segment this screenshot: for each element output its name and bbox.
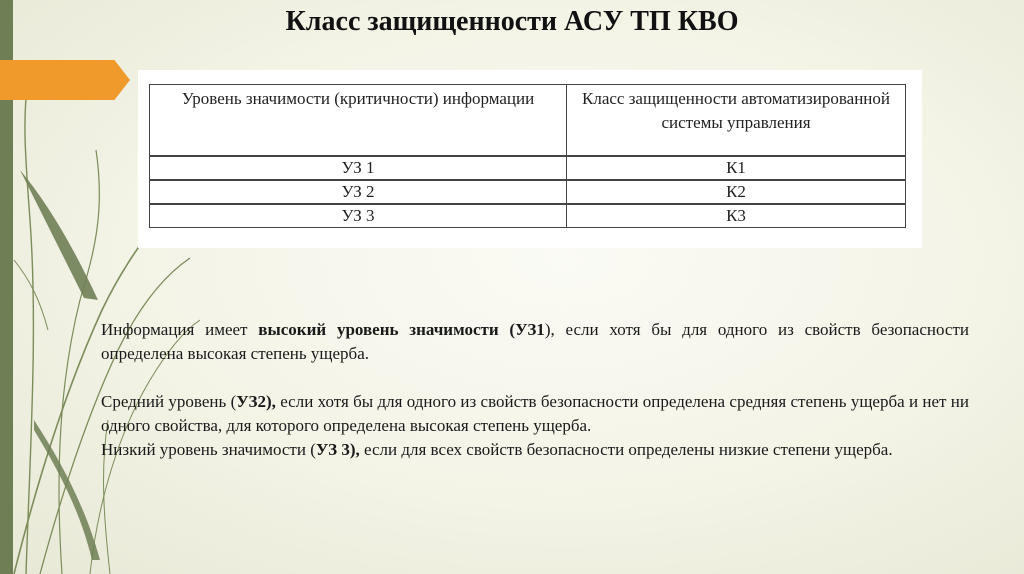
cell-level: УЗ 1 [150,156,567,180]
table-row [150,204,906,228]
text-run: если для всех свойств безопасности определены низкие степени ущерба. [359,440,893,459]
header-protection-class: Класс защищенности автоматизированной системы управления [567,85,906,157]
table-panel [138,70,922,248]
accent-arrow-shape [0,60,130,100]
header-significance-level: Уровень значимости (критичности) информации [150,85,567,157]
cell-class: К3 [567,204,906,228]
paragraph-medium-level [101,390,969,438]
text-run: ), если хотя бы для одного из свойств безопасности определена высокая степень ущерба. [101,320,969,363]
text-run-bold: УЗ 3), [315,440,360,459]
cell-class: К2 [567,180,906,204]
text-run: Информация имеет [101,320,259,339]
cell-class: К1 [567,156,906,180]
table-row [150,156,906,180]
text-run: Средний уровень ( [101,392,237,411]
body-text [101,318,969,462]
table-row [150,180,906,204]
significance-class-table [149,84,906,228]
text-run: Низкий уровень значимости ( [101,440,316,459]
paragraph-high-level [101,318,969,366]
text-run: если хотя бы для одного из свойств безопасности определена средняя степень ущерба и нет ни одного свойства, для которого определена высокая степень ущерба. [101,392,969,435]
text-run-bold: высокий уровень значимости (УЗ1 [258,320,545,339]
cell-level: УЗ 2 [150,180,567,204]
slide-title: Класс защищенности АСУ ТП КВО [285,6,739,37]
text-run-bold: УЗ2), [236,392,276,411]
paragraph-low-level [101,438,969,462]
cell-level: УЗ 3 [150,204,567,228]
table-header-row [150,85,906,157]
